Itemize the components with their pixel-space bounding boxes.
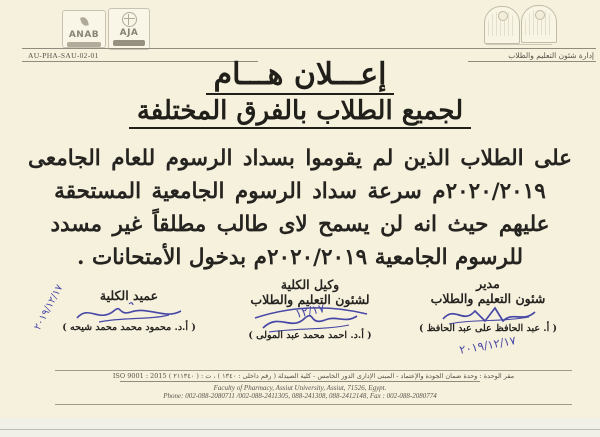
body-line-4: للرسوم الجامعية ٢٠٢٠/٢٠١٩م بدخول الأمتحانات . [76,245,524,270]
dean-handwritten-date: ٢٠١٩/١٢/١٧ [32,282,66,333]
header-rule [22,48,596,49]
vice-dean-handwritten-date: ١٢/١٧ [293,301,327,321]
body-line-2: ٢٠٢٠/٢٠١٩م سرعة سداد الرسوم الجامعية المستحقة [54,179,546,204]
anab-banner [67,42,101,47]
footer-rule-middle [120,381,480,382]
footer-rule-top [55,370,572,371]
vice-dean-role-label-2: لشئون التعليم والطلاب [250,292,370,307]
director-role-label-2: شئون التعليم والطلاب [430,291,546,306]
footer-rule-bottom [55,404,572,405]
director-handwritten-date: ٢٠١٩/١٢/١٧ [458,333,518,357]
seal-crest [535,10,545,20]
vice-dean-name: ( أ.د. احمد محمد عبد المولى ) [248,330,372,341]
faculty-seal-icon [521,5,557,43]
dean-name: ( أ.د. محمود محمد محمد شيحه ) [62,322,196,333]
aja-label: AJA [119,28,139,38]
director-name: ( أ. عبد الحافظ على عبد الحافظ ) [418,323,558,334]
department-label: إدارة شئون التعليم والطلاب [508,51,594,60]
body-line-1: على الطلاب الذين لم يقوموا بسداد الرسوم للعام الجامعى [27,146,573,171]
director-role-label: مدير [476,276,500,291]
anab-leaf-icon [80,16,89,26]
scan-edge-line [0,429,600,430]
aja-banner [113,40,145,46]
university-seal-icon [484,6,520,44]
aja-globe-icon [122,12,137,27]
seal-caption-line [486,44,552,45]
iso-certification-line: مقر الوحدة : وحدة ضمان الجودة والإعتماد - المبنى الإدارى الدور الخامس - كلية الصيدلة ( رقم داخلى : ١٣٤٠ ) ، ت : ( ٢١١٣٤٠ ) ISO 9001 : 2015 [112,372,515,380]
faculty-phone: Phone: 002-088-2080711 /002-088-2411305, 088-241308, 088-2412148, Fax : 002-088-2080774 [163,392,437,400]
body-line-3: عليهم حيث انه لن يسمح لاى طالب مطلقاً غير مسدد [50,212,550,237]
dean-role-label: عميد الكلية [99,288,159,303]
announcement-subtitle-text: لجميع الطلاب بالفرق المختلفة [129,96,471,129]
scan-edge-strip [0,418,600,437]
document-code: AU-PHA-SAU-02-01 [28,51,99,60]
director-signature-block [406,276,570,357]
anab-label: ANAB [68,30,100,40]
announcement-subtitle [0,96,600,126]
announcement-title [0,57,600,92]
vice-dean-role-label: وكيل الكلية [280,277,340,292]
dean-signature-block [40,288,218,333]
aja-accreditation-badge [108,8,150,50]
announcement-title-text: إعـــلان هـــام [206,57,395,95]
anab-accreditation-badge [62,10,106,48]
seal-crest [498,11,508,21]
vice-dean-signature-block [226,277,394,341]
faculty-address: Faculty of Pharmacy, Assiut University, Assiut, 71526, Egypt. [213,384,387,392]
